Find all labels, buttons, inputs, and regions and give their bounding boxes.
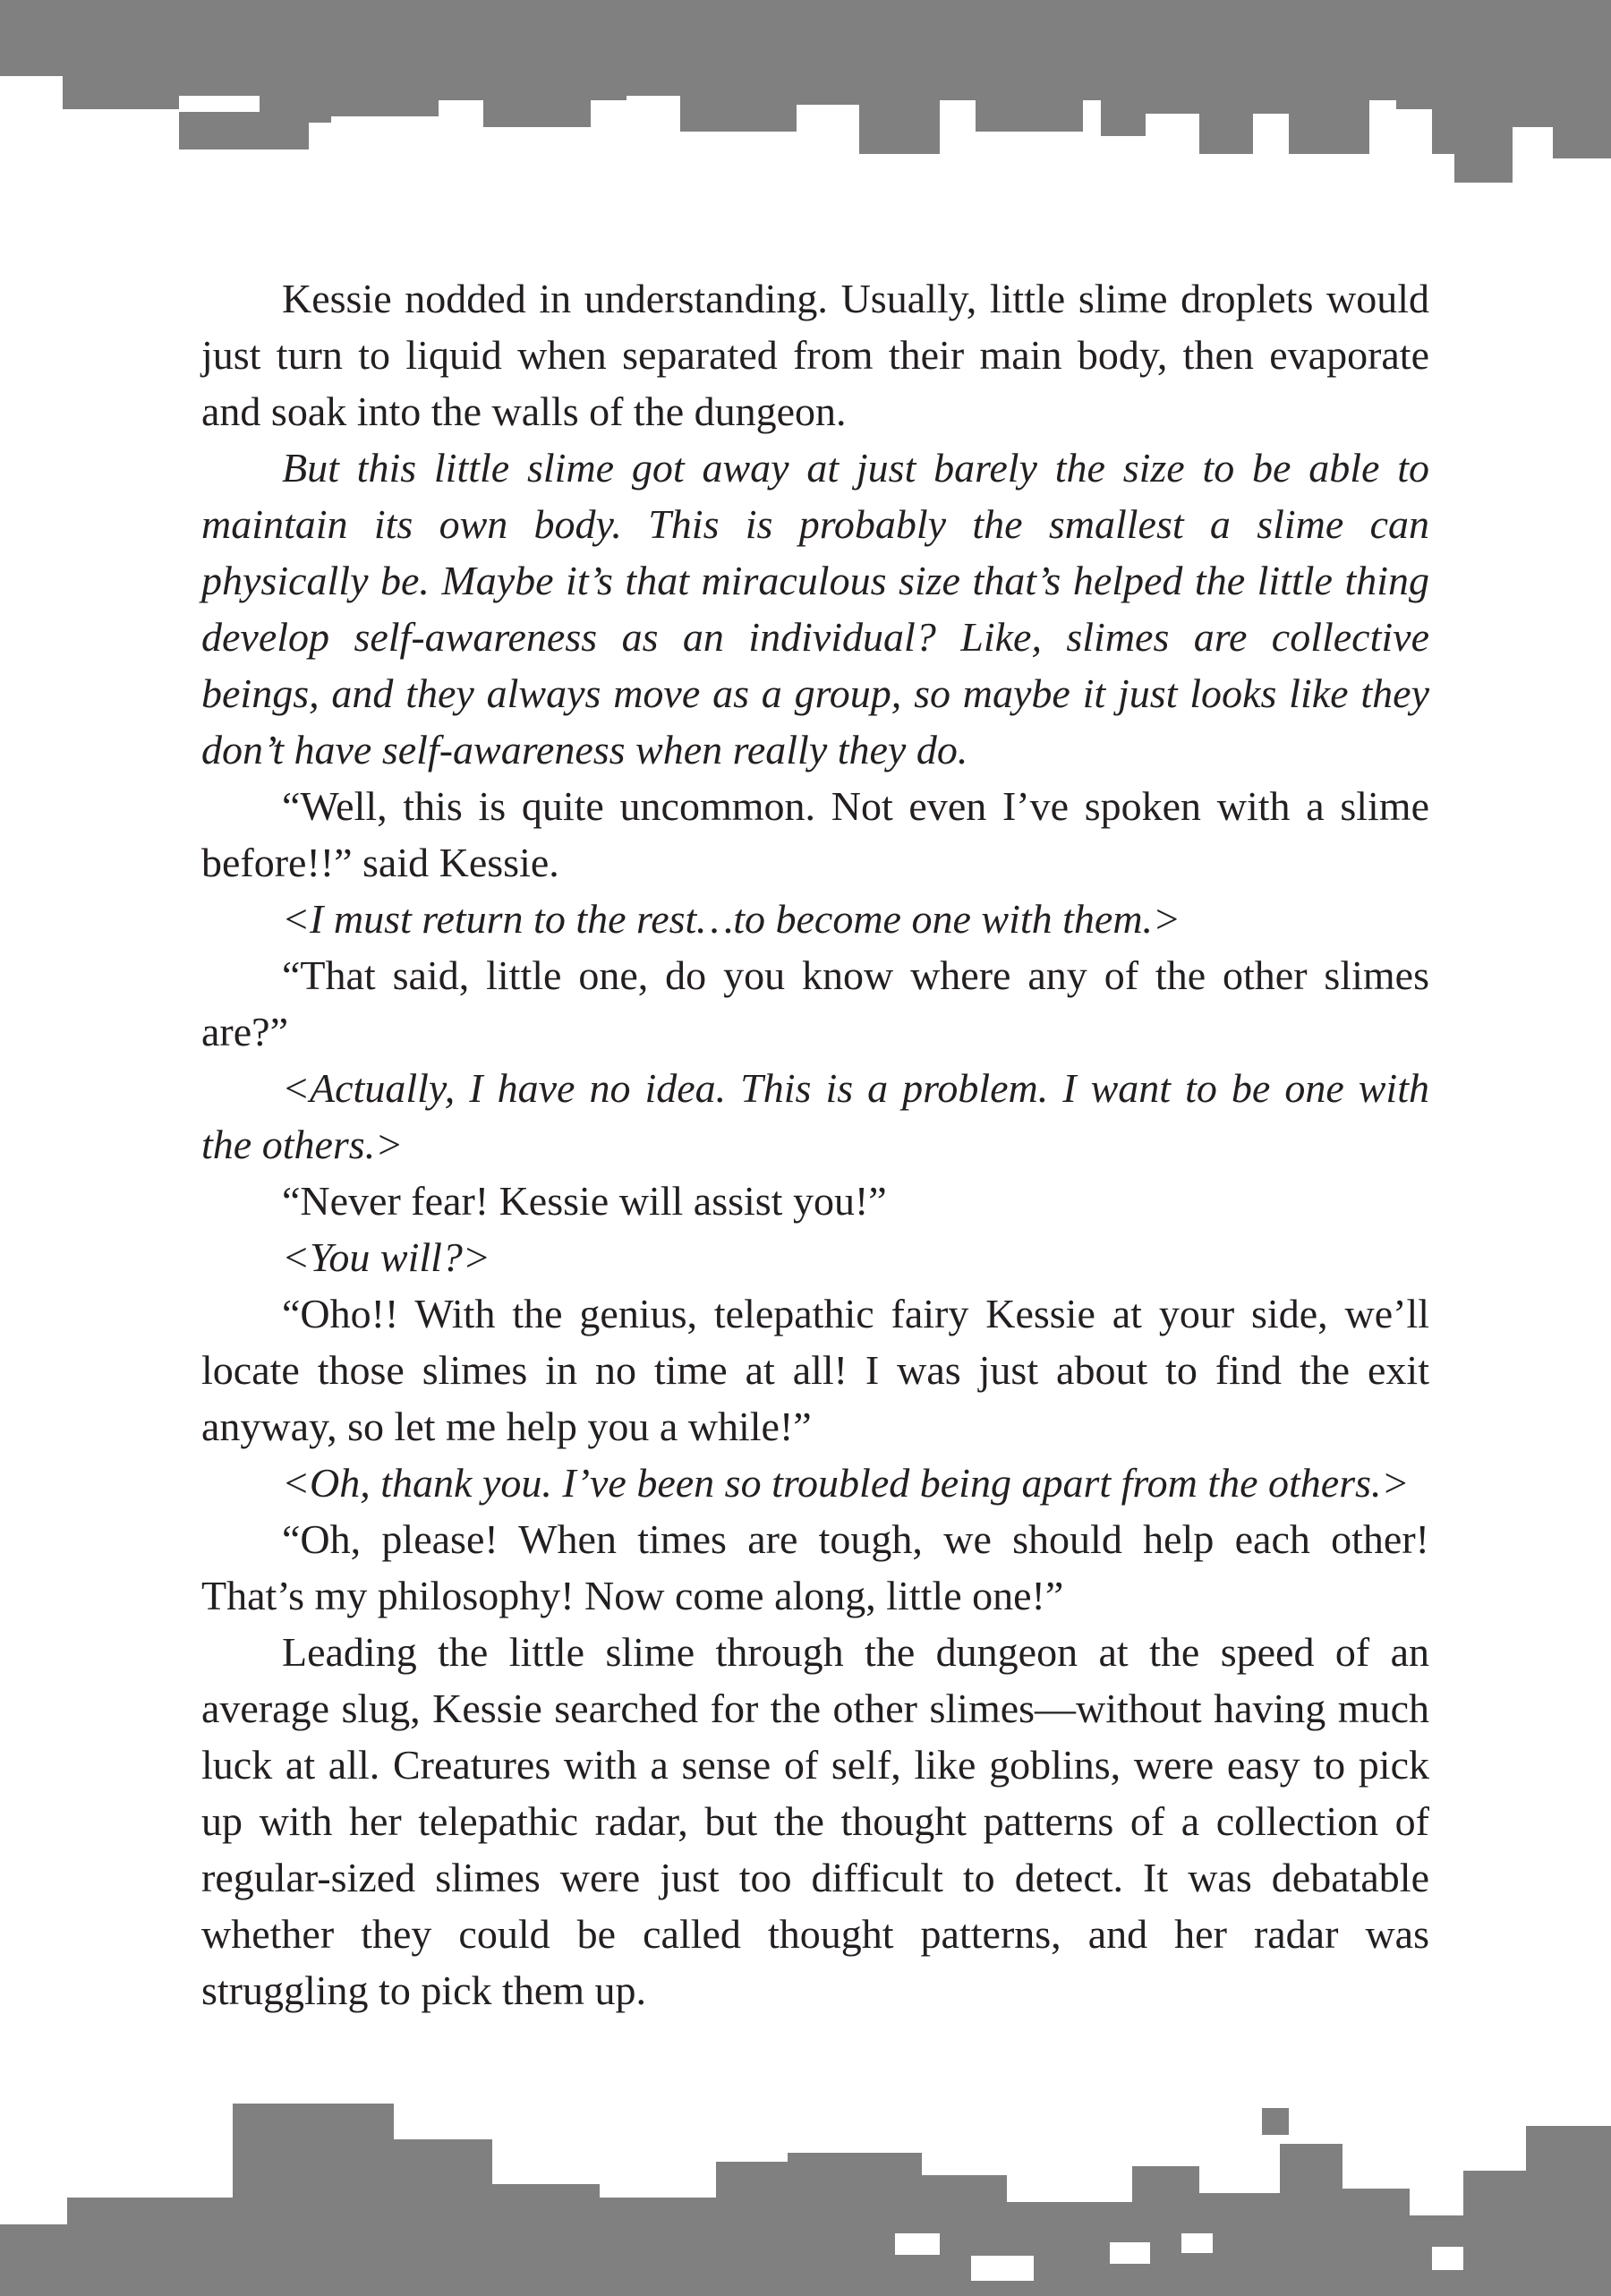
paragraph-1: Kessie nodded in understanding. Usually, little slime droplets would just turn to liquid when separated from their main body, then evaporate and soak into the walls of the dungeon. bbox=[201, 276, 1429, 434]
top-border-shapes bbox=[0, 0, 1611, 183]
paragraph-4-telepathy: <I must return to the rest…to become one with them.> bbox=[282, 896, 1181, 942]
paragraph-8-telepathy: <You will?> bbox=[282, 1234, 490, 1280]
paragraph-2-inner-thought: But this little slime got away at just barely the size to be able to maintain its own body. This is probably the smallest a slime can physically be. Maybe it’s that miraculous size that’s helped the little thing develop self-awareness as an individual? Like, slimes are collective beings, and they always move as a group, so maybe it just looks like they don’t have self-awareness when really they do. bbox=[201, 445, 1429, 772]
paragraph-12: Leading the little slime through the dungeon at the speed of an average slug, Kessie searched for the other slimes—without having much luck at all. Creatures with a sense of self, like goblins, were easy to pick up with her telepathic radar, but the thought patterns of a collection of regular-sized slimes were just too difficult to detect. It was debatable whether they could be called thought patterns, and her radar was struggling to pick them up. bbox=[201, 1629, 1429, 2013]
paragraph-9: “Oho!! With the genius, telepathic fairy Kessie at your side, we’ll locate those slimes in no time at all! I was just about to find the exit anyway, so let me help you a while!” bbox=[201, 1291, 1429, 1449]
chapter-body-text bbox=[201, 270, 1429, 2019]
paragraph-11: “Oh, please! When times are tough, we should help each other! That’s my philosophy! Now come along, little one!” bbox=[201, 1516, 1429, 1618]
top-pixel-border bbox=[0, 0, 1611, 192]
paragraph-5: “That said, little one, do you know where any of the other slimes are?” bbox=[201, 952, 1429, 1054]
paragraph-6-telepathy: <Actually, I have no idea. This is a problem. I want to be one with the others.> bbox=[201, 1065, 1429, 1167]
paragraph-3: “Well, this is quite uncommon. Not even I’ve spoken with a slime before!!” said Kessie. bbox=[201, 783, 1429, 885]
bottom-pixel-border bbox=[0, 2068, 1611, 2296]
paragraph-7: “Never fear! Kessie will assist you!” bbox=[282, 1178, 887, 1224]
paragraph-10-telepathy: <Oh, thank you. I’ve been so troubled being apart from the others.> bbox=[282, 1460, 1410, 1506]
bottom-pixel-border-graphic bbox=[0, 2068, 1611, 2296]
bottom-border-shapes bbox=[0, 2104, 1611, 2296]
top-pixel-border-graphic bbox=[0, 0, 1611, 192]
